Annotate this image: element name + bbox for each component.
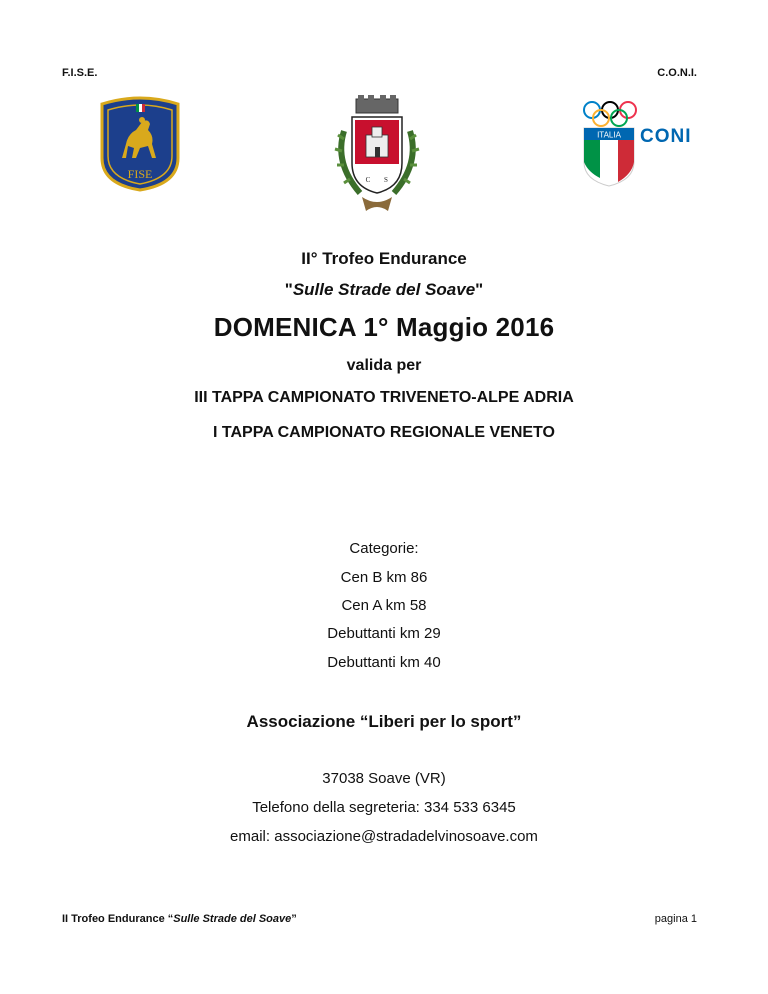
coat-letter-s: S — [384, 176, 388, 184]
category-item: Cen A km 58 — [341, 597, 427, 614]
category-item: Debuttanti km 29 — [327, 625, 441, 642]
category-item: Debuttanti km 40 — [327, 654, 441, 671]
fise-logo-text: FISE — [127, 167, 153, 181]
coni-logo — [578, 98, 694, 188]
page-number: pagina 1 — [654, 913, 697, 925]
municipality-coat-of-arms — [330, 93, 424, 215]
coni-brand-text: CONI — [640, 126, 692, 147]
header-left: F.I.S.E. — [62, 67, 98, 79]
association-address: 37038 Soave (VR) — [322, 770, 446, 787]
stage-line-1: III TAPPA CAMPIONATO TRIVENETO-ALPE ADRIA — [194, 389, 574, 406]
association-name: Associazione “Liberi per lo sport” — [246, 712, 522, 731]
association-phone: Telefono della segreteria: 334 533 6345 — [252, 799, 516, 816]
event-date: DOMENICA 1° Maggio 2016 — [213, 312, 555, 342]
association-email: email: associazione@stradadelvinosoave.com — [230, 828, 538, 845]
trophy-title: II° Trofeo Endurance — [301, 249, 467, 268]
header-right: C.O.N.I. — [657, 67, 697, 79]
categories-heading: Categorie: — [349, 540, 419, 557]
coat-letter-c: C — [365, 176, 371, 184]
event-subtitle: "Sulle Strade del Soave" — [284, 280, 484, 299]
event-subtitle-italic: Sulle Strade del Soave — [292, 280, 476, 299]
stage-line-2: I TAPPA CAMPIONATO REGIONALE VENETO — [213, 424, 555, 441]
footer-title: II Trofeo Endurance “Sulle Strade del Soave” — [62, 913, 297, 925]
category-item: Cen B km 86 — [340, 569, 428, 586]
coni-band-text: ITALIA — [597, 130, 621, 140]
fise-logo — [92, 96, 188, 192]
valid-for-label: valida per — [346, 357, 422, 374]
